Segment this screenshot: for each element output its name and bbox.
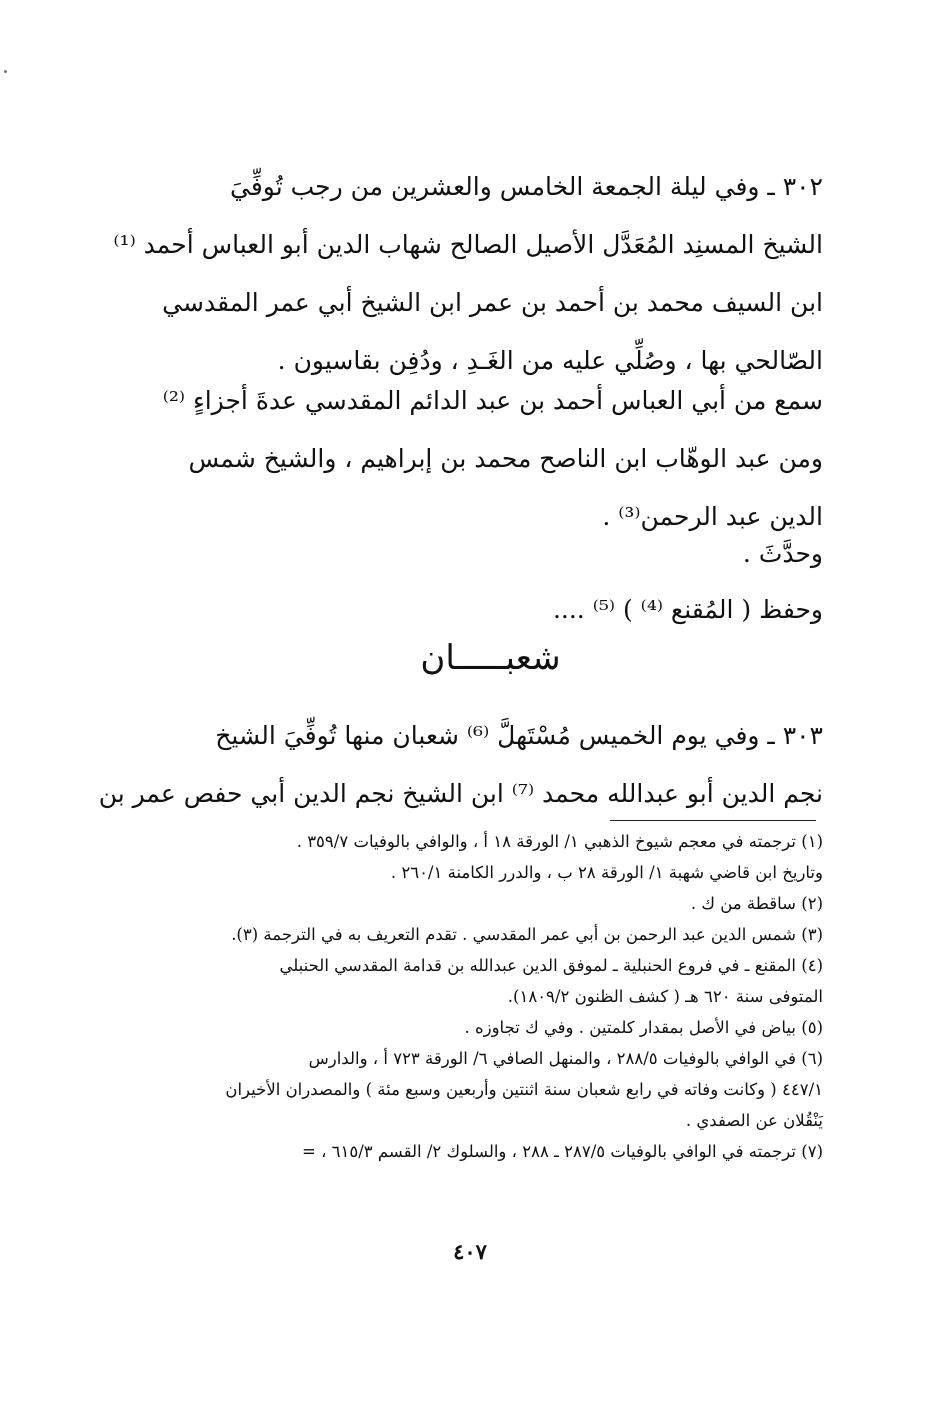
- footnote-6-line-2: ٤٤٧/١ ( وكانت وفاته في رابع شعبان سنة اثنتين وأربعين وسبع مئة ) والمصدران الأخيران: [225, 1080, 823, 1099]
- entry-303-line-1: ٣٠٣ ـ وفي يوم الخميس مُسْتَهلَّ ⁽⁶⁾ شعبان منها تُوفِّيَ الشيخ: [215, 721, 823, 750]
- entry-302-closing: [158, 526, 823, 638]
- entry-302-paragraph-2: [158, 372, 823, 546]
- scan-speck: [4, 70, 7, 73]
- footnote-2: (٢) ساقطة من ك .: [690, 894, 823, 913]
- entry-302-hadath-line: وحدَّثَ .: [742, 539, 823, 568]
- footnote-1-line-2: وتاريخ ابن قاضي شهبة ١/ الورقة ٢٨ ب ، والدرر الكامنة ٢٦٠/١ .: [390, 863, 823, 882]
- entry-302-para2-line-1: سمع من أبي العباس أحمد بن عبد الدائم المقدسي عدةَ أجزاءٍ ⁽²⁾: [162, 386, 823, 415]
- footnote-6-line-1: (٦) في الوافي بالوفيات ٢٨٨/٥ ، والمنهل الصافي ٦/ الورقة ٧٢٣ أ ، والدارس: [308, 1049, 823, 1068]
- footnote-6-line-3: يَنْقُلان عن الصفدي .: [685, 1111, 823, 1130]
- footnote-separator: [610, 820, 816, 821]
- entry-302-para2-line-3: الدين عبد الرحمن⁽³⁾ .: [602, 502, 823, 531]
- entry-303-line-2: نجم الدين أبو عبدالله محمد ⁽⁷⁾ ابن الشيخ نجم الدين أبي حفص عمر بن: [98, 779, 823, 808]
- entry-302: [113, 158, 823, 390]
- footnote-4-line-2: المتوفى سنة ٦٢٠ هـ ( كشف الظنون ١٨٠٩/٢).: [507, 987, 823, 1006]
- footnote-7: (٧) ترجمته في الوافي بالوفيات ٢٨٧/٥ ـ ٢٨٨ ، والسلوك ٢/ القسم ٦١٥/٣ ، =: [302, 1142, 823, 1161]
- entry-302-line-3: ابن السيف محمد بن أحمد بن عمر ابن الشيخ أبي عمر المقدسي: [162, 288, 823, 317]
- page-number: ٤٠٧: [453, 1239, 487, 1264]
- section-heading-shaban: شعبـــــان: [420, 638, 561, 678]
- footnote-4-line-1: (٤) المقنع ـ في فروع الحنبلية ـ لموفق الدين عبدالله بن قدامة المقدسي الحنبلي: [279, 956, 823, 975]
- entry-302-hifz-line: وحفظ ( المُقنع ⁽⁴⁾ ) ⁽⁵⁾ ....: [552, 595, 823, 624]
- footnotes: [158, 826, 823, 1167]
- entry-302-line-4: الصّالحي بها ، وصُلِّي عليه من الغَـدِ ، ودُفِن بقاسيون .: [277, 346, 823, 375]
- entry-303: [98, 707, 823, 823]
- footnote-3: (٣) شمس الدين عبد الرحمن بن أبي عمر المقدسي . تقدم التعريف به في الترجمة (٣).: [231, 925, 823, 944]
- entry-302-para2-line-2: ومن عبد الوهّاب ابن الناصح محمد بن إبراهيم ، والشيخ شمس: [188, 444, 823, 473]
- entry-302-line-1: ٣٠٢ ـ وفي ليلة الجمعة الخامس والعشرين من رجب تُوفِّيَ: [230, 172, 823, 201]
- entry-302-line-2: الشيخ المسنِد المُعَدَّل الأصيل الصالح شهاب الدين أبو العباس أحمد ⁽¹⁾: [113, 230, 823, 259]
- footnote-1-line-1: (١) ترجمته في معجم شيوخ الذهبي ١/ الورقة ١٨ أ ، والوافي بالوفيات ٣٥٩/٧ .: [296, 832, 823, 851]
- footnote-5: (٥) بياض في الأصل بمقدار كلمتين . وفي ك تجاوزه .: [464, 1018, 823, 1037]
